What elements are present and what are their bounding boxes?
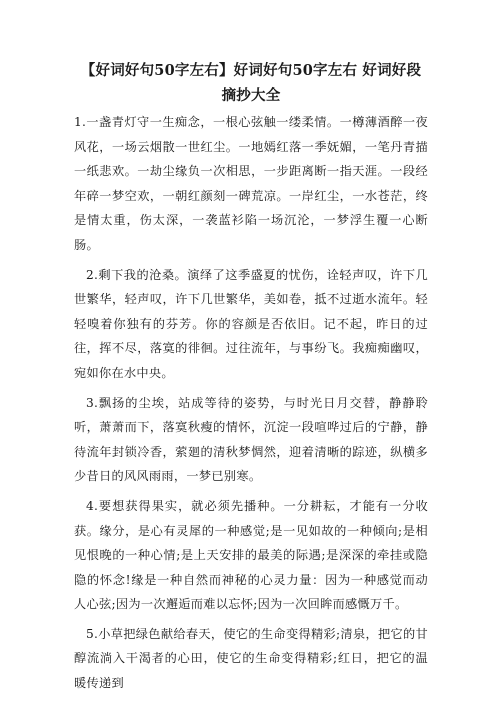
paragraph-1: 1.一盏青灯守一生痴念，一根心弦触一缕柔情。一樽薄酒醉一夜风花，一场云烟散一世红尘。一地嫣红落一季妩媚，一笔丹青描一纸悲欢。一劫尘缘负一次相思，一步距离断一指天涯。一段经年碎一梦空欢，一朝红颜刻一碑荒凉。一岸红尘，一水苍茫，终是情太重，伤太深，一袭蓝衫陷一场沉沦，一梦浮生覆一心断肠。 [74,115,428,252]
paragraph-5: 5.小草把绿色献给春天，使它的生命变得精彩;清泉，把它的甘醇流淌入干渴者的心田，使它的生命变得精彩;红日，把它的温暖传递到 [74,626,428,691]
document-title: 【好词好句50字左右】好词好句50字左右 好词好段摘抄大全 [80,62,422,104]
paragraph-3: 3.飘扬的尘埃，站成等待的姿势，与时光日月交替，静静聆听，萧萧而下，落寞秋瘦的情怀，沉淀一段喧哗过后的宁静，静待流年封锁冷香，萦廻的清秋梦惆然，迎着清晰的踪迹，纵横多少昔日的风风雨雨，一梦已别寒。 [74,395,428,484]
paragraph-4: 4.要想获得果实，就必须先播种。一分耕耘，才能有一分收获。缘分，是心有灵犀的一种感觉;是一见如故的一种倾向;是相见恨晚的一种心情;是上天安排的最美的际遇;是深深的牵挂或隐隐的怀念!缘是一种自然而神秘的心灵力量：因为一种感觉而动人心弦;因为一次邂逅而难以忘怀;因为一次回眸而感慨万千。 [74,498,428,612]
paragraph-2: 2.剩下我的沧桑。演绎了这季盛夏的忧伤，诠轻声叹，许下几世繁华，轻声叹，许下几世繁华，美如卷，抵不过逝水流年。轻轻嗅着你独有的芬芳。你的容颜是否依旧。记不起，昨日的过往，挥不尽，落寞的徘徊。过往流年，与事纷飞。我痴痴幽叹，宛如你在水中央。 [74,267,428,380]
document-page [74,58,428,696]
